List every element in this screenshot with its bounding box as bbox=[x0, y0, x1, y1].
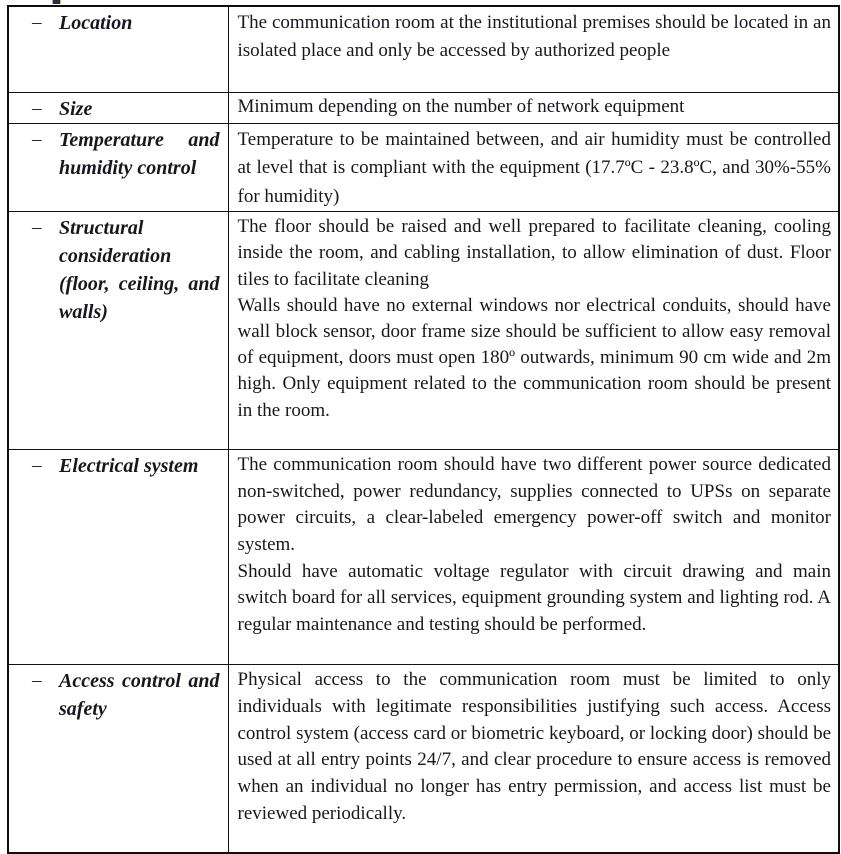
dash-bullet: – bbox=[32, 129, 42, 150]
dash-bullet: – bbox=[32, 12, 42, 33]
row-description-cell bbox=[228, 93, 839, 124]
row-label-structural: Structural consideration (floor, ceiling, and walls) bbox=[59, 217, 220, 324]
cropped-text-artifact bbox=[53, 0, 60, 4]
description-paragraph: Walls should have no external windows nor electrical conduits, should have wall block sensor, door frame size should be sufficient to allow easy removal of equipment, doors must open 180º outwards, minimum 90 cm wide and 2m high. Only equipment related to the communication room should be present in the room. bbox=[237, 294, 831, 421]
row-label-access-control: Access control and safety bbox=[59, 670, 220, 721]
table-row bbox=[8, 6, 839, 93]
row-label-location: Location bbox=[59, 12, 133, 34]
description-paragraph: Temperature to be maintained between, and air humidity must be controlled at level that is compliant with the equipment (17.7ºC - 23.8ºC, and 30%-55% for humidity) bbox=[237, 129, 831, 207]
row-description-cell bbox=[228, 450, 839, 665]
row-label-cell bbox=[8, 6, 228, 93]
dash-bullet: – bbox=[32, 670, 42, 692]
row-label-size: Size bbox=[59, 98, 93, 120]
requirements-table-wrap bbox=[7, 5, 840, 854]
row-label-cell bbox=[8, 212, 228, 450]
table-row bbox=[8, 124, 839, 212]
row-description-cell bbox=[228, 212, 839, 450]
dash-bullet: – bbox=[32, 455, 42, 477]
row-label-temperature-humidity: Temperature and humidity control bbox=[59, 129, 220, 179]
description-paragraph: The floor should be raised and well prepared to facilitate cleaning, cooling inside the room, and cabling installation, to allow elimination of dust. Floor tiles to facilitate cleaning bbox=[237, 216, 831, 290]
row-label-cell bbox=[8, 665, 228, 854]
description-paragraph: The communication room should have two different power source dedicated non-switched, power redundancy, supplies connected to UPSs on separate power circuits, a clear-labeled emergency power-off switch and monitor system. bbox=[237, 454, 831, 555]
row-description-cell bbox=[228, 124, 839, 212]
table-row bbox=[8, 665, 839, 854]
description-paragraph: Physical access to the communication room must be limited to only individuals with legitimate responsibilities justifying such access. Access control system (access card or biometric keyboard, or locking door) should be used at all entry points 24/7, and clear procedure to ensure access is removed when an individual no longer has entry permission, and access list must be reviewed periodically. bbox=[237, 669, 831, 824]
row-description-cell bbox=[228, 665, 839, 854]
dash-bullet: – bbox=[32, 98, 42, 119]
description-paragraph: Should have automatic voltage regulator with circuit drawing and main switch board for all services, equipment grounding system and lighting rod. A regular maintenance and testing should be performed. bbox=[237, 560, 831, 635]
dash-bullet: – bbox=[32, 217, 42, 239]
row-label-cell bbox=[8, 450, 228, 665]
requirements-table bbox=[7, 5, 840, 854]
row-label-cell bbox=[8, 124, 228, 212]
description-paragraph: Minimum depending on the number of network equipment bbox=[237, 96, 685, 117]
row-label-cell bbox=[8, 93, 228, 124]
description-paragraph: The communication room at the institutional premises should be located in an isolated place and only be accessed by authorized people bbox=[237, 12, 831, 62]
table-row bbox=[8, 450, 839, 665]
row-description-cell bbox=[228, 6, 839, 93]
table-row bbox=[8, 212, 839, 450]
row-label-electrical: Electrical system bbox=[59, 455, 199, 478]
table-row bbox=[8, 93, 839, 124]
